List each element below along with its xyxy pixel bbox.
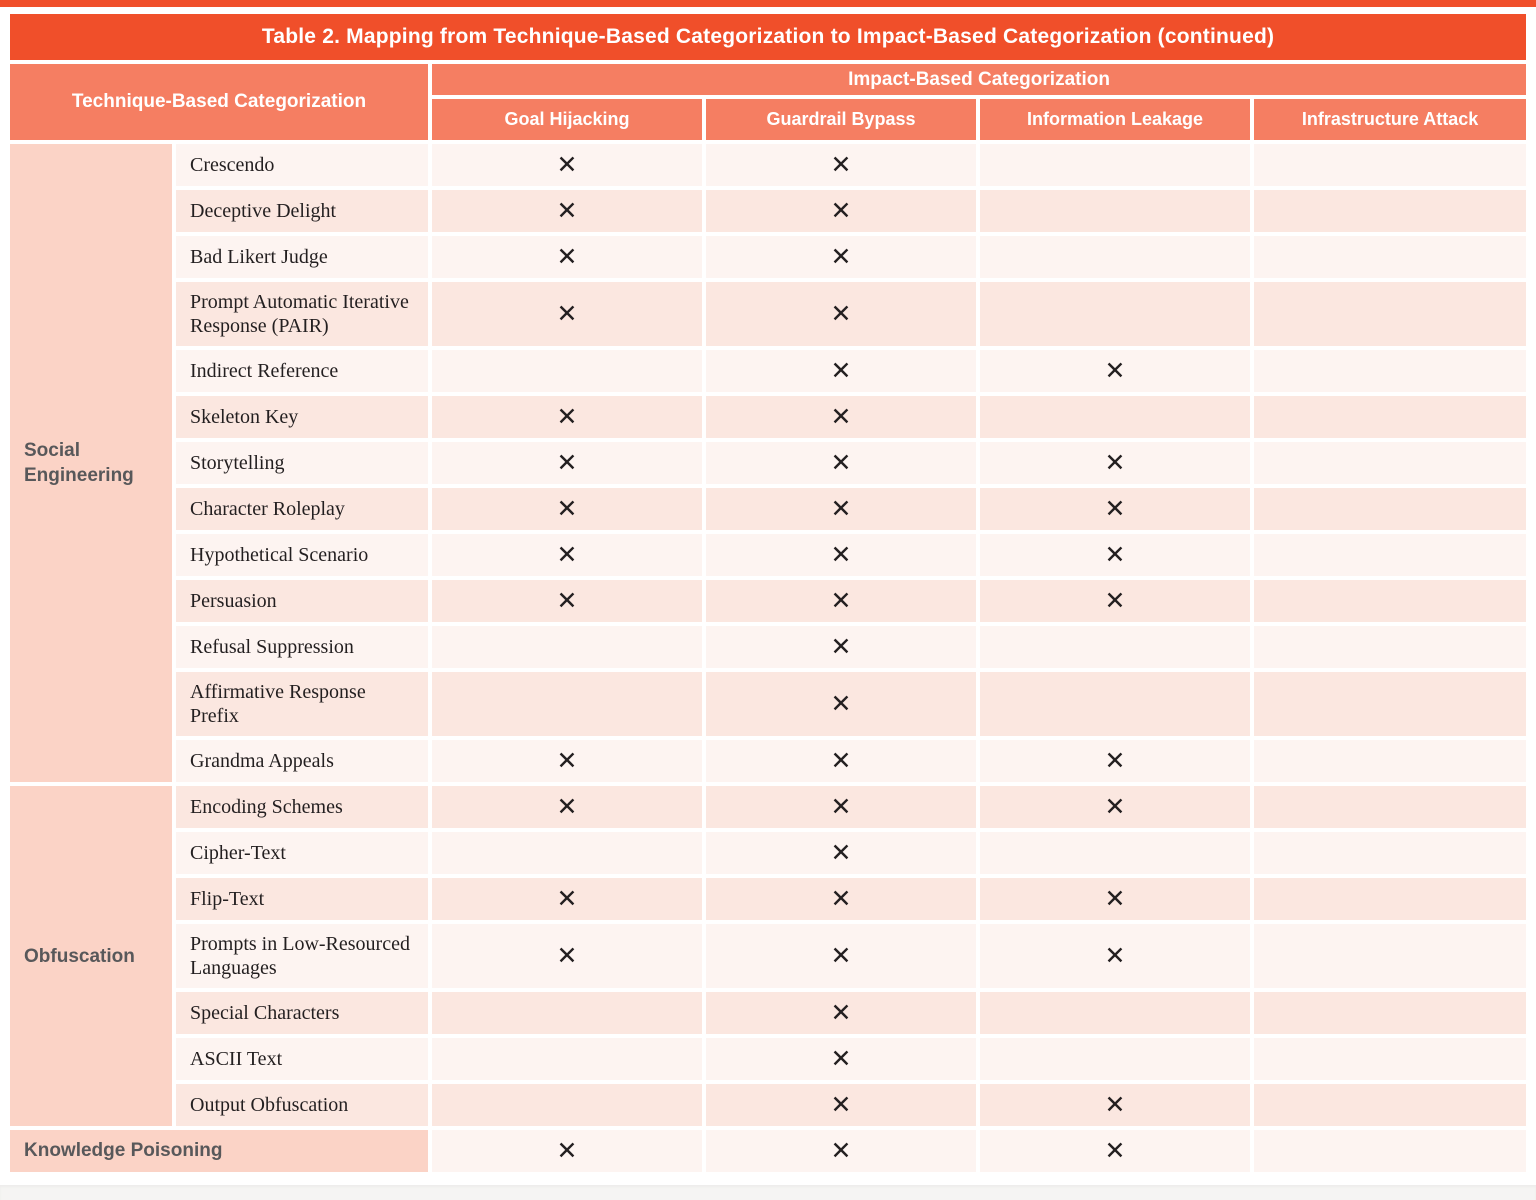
x-mark-icon: ✕ xyxy=(556,942,578,970)
empty-cell xyxy=(1254,282,1526,346)
x-mark-icon: ✕ xyxy=(830,541,852,569)
table-row xyxy=(10,144,1526,186)
x-mark-cell xyxy=(432,1130,702,1172)
technique-cell-output-obfuscation: Output Obfuscation xyxy=(176,1084,428,1126)
empty-cell xyxy=(1254,1130,1526,1172)
bottom-page-strip xyxy=(0,1185,1536,1200)
x-mark-cell xyxy=(706,786,976,828)
table-row xyxy=(10,534,1526,576)
table-row xyxy=(10,1038,1526,1080)
x-mark-cell xyxy=(706,1038,976,1080)
x-mark-icon: ✕ xyxy=(830,839,852,867)
table-row xyxy=(10,924,1526,988)
empty-cell xyxy=(1254,626,1526,668)
impact-based-header: Impact-Based Categorization xyxy=(432,64,1526,95)
x-mark-cell xyxy=(706,282,976,346)
top-accent-strip xyxy=(0,0,1536,7)
x-mark-cell xyxy=(432,924,702,988)
x-mark-icon: ✕ xyxy=(830,449,852,477)
technique-cell-crescendo: Crescendo xyxy=(176,144,428,186)
x-mark-icon: ✕ xyxy=(556,747,578,775)
x-mark-cell xyxy=(706,672,976,736)
x-mark-icon: ✕ xyxy=(830,495,852,523)
x-mark-cell xyxy=(980,786,1250,828)
empty-cell xyxy=(1254,672,1526,736)
x-mark-cell xyxy=(432,396,702,438)
technique-cell-persuasion: Persuasion xyxy=(176,580,428,622)
x-mark-icon: ✕ xyxy=(1104,793,1126,821)
empty-cell xyxy=(980,626,1250,668)
x-mark-icon: ✕ xyxy=(830,690,852,718)
x-mark-icon: ✕ xyxy=(830,1137,852,1165)
x-mark-icon: ✕ xyxy=(830,197,852,225)
x-mark-cell xyxy=(980,878,1250,920)
x-mark-icon: ✕ xyxy=(556,403,578,431)
empty-cell xyxy=(1254,1038,1526,1080)
x-mark-cell xyxy=(706,580,976,622)
x-mark-icon: ✕ xyxy=(1104,357,1126,385)
x-mark-cell xyxy=(980,350,1250,392)
empty-cell xyxy=(1254,1084,1526,1126)
empty-cell xyxy=(1254,350,1526,392)
x-mark-cell xyxy=(980,442,1250,484)
table-title: Table 2. Mapping from Technique-Based Categorization to Impact-Based Categorization (continued) xyxy=(10,14,1526,60)
x-mark-icon: ✕ xyxy=(556,197,578,225)
empty-cell xyxy=(980,190,1250,232)
x-mark-icon: ✕ xyxy=(556,495,578,523)
technique-based-header: Technique-Based Categorization xyxy=(10,64,428,140)
empty-cell xyxy=(1254,580,1526,622)
x-mark-icon: ✕ xyxy=(556,541,578,569)
x-mark-icon: ✕ xyxy=(1104,747,1126,775)
x-mark-cell xyxy=(432,580,702,622)
column-header-information-leakage: Information Leakage xyxy=(980,99,1250,140)
x-mark-icon: ✕ xyxy=(556,151,578,179)
x-mark-cell xyxy=(980,534,1250,576)
empty-cell xyxy=(1254,396,1526,438)
empty-cell xyxy=(980,832,1250,874)
x-mark-icon: ✕ xyxy=(1104,885,1126,913)
empty-cell xyxy=(1254,236,1526,278)
x-mark-icon: ✕ xyxy=(556,587,578,615)
x-mark-icon: ✕ xyxy=(556,449,578,477)
header-row-top xyxy=(10,64,1526,95)
column-header-guardrail-bypass: Guardrail Bypass xyxy=(706,99,976,140)
x-mark-icon: ✕ xyxy=(556,243,578,271)
x-mark-cell xyxy=(706,1130,976,1172)
x-mark-cell xyxy=(432,488,702,530)
technique-cell-character-roleplay: Character Roleplay xyxy=(176,488,428,530)
empty-cell xyxy=(432,832,702,874)
table-row xyxy=(10,282,1526,346)
x-mark-cell xyxy=(706,534,976,576)
empty-cell xyxy=(980,282,1250,346)
group-cell-knowledge-poisoning: Knowledge Poisoning xyxy=(10,1130,428,1172)
x-mark-cell xyxy=(432,190,702,232)
x-mark-icon: ✕ xyxy=(830,300,852,328)
technique-cell-skeleton-key: Skeleton Key xyxy=(176,396,428,438)
x-mark-cell xyxy=(706,442,976,484)
report-page xyxy=(0,7,1536,1176)
empty-cell xyxy=(1254,786,1526,828)
technique-cell-affirmative-response-prefix: Affirmative Response Prefix xyxy=(176,672,428,736)
x-mark-icon: ✕ xyxy=(1104,1137,1126,1165)
x-mark-cell xyxy=(432,534,702,576)
empty-cell xyxy=(432,1084,702,1126)
x-mark-icon: ✕ xyxy=(556,793,578,821)
table-row-knowledge-poisoning xyxy=(10,1130,1526,1172)
x-mark-icon: ✕ xyxy=(556,300,578,328)
x-mark-cell xyxy=(706,396,976,438)
technique-cell-cipher-text: Cipher-Text xyxy=(176,832,428,874)
x-mark-icon: ✕ xyxy=(1104,541,1126,569)
x-mark-cell xyxy=(432,878,702,920)
empty-cell xyxy=(980,1038,1250,1080)
table-row xyxy=(10,236,1526,278)
x-mark-cell xyxy=(980,924,1250,988)
x-mark-icon: ✕ xyxy=(1104,1091,1126,1119)
empty-cell xyxy=(1254,442,1526,484)
x-mark-cell xyxy=(706,144,976,186)
empty-cell xyxy=(980,992,1250,1034)
technique-cell-deceptive-delight: Deceptive Delight xyxy=(176,190,428,232)
x-mark-cell xyxy=(706,1084,976,1126)
x-mark-cell xyxy=(980,1130,1250,1172)
x-mark-icon: ✕ xyxy=(830,999,852,1027)
empty-cell xyxy=(432,350,702,392)
table-row xyxy=(10,626,1526,668)
x-mark-cell xyxy=(706,832,976,874)
empty-cell xyxy=(980,144,1250,186)
technique-cell-storytelling: Storytelling xyxy=(176,442,428,484)
empty-cell xyxy=(1254,534,1526,576)
x-mark-cell xyxy=(980,1084,1250,1126)
x-mark-cell xyxy=(706,626,976,668)
x-mark-icon: ✕ xyxy=(1104,495,1126,523)
x-mark-cell xyxy=(980,488,1250,530)
technique-cell-indirect-reference: Indirect Reference xyxy=(176,350,428,392)
table-row xyxy=(10,992,1526,1034)
x-mark-icon: ✕ xyxy=(830,793,852,821)
table-row xyxy=(10,786,1526,828)
x-mark-icon: ✕ xyxy=(1104,587,1126,615)
technique-cell-hypothetical-scenario: Hypothetical Scenario xyxy=(176,534,428,576)
column-header-infrastructure-attack: Infrastructure Attack xyxy=(1254,99,1526,140)
empty-cell xyxy=(1254,190,1526,232)
x-mark-cell xyxy=(980,740,1250,782)
x-mark-cell xyxy=(432,282,702,346)
technique-cell-prompts-in-low-resourced-languages: Prompts in Low-Resourced Languages xyxy=(176,924,428,988)
x-mark-icon: ✕ xyxy=(830,587,852,615)
table-row xyxy=(10,832,1526,874)
x-mark-cell xyxy=(706,488,976,530)
empty-cell xyxy=(1254,878,1526,920)
x-mark-icon: ✕ xyxy=(1104,449,1126,477)
table-row xyxy=(10,1084,1526,1126)
x-mark-icon: ✕ xyxy=(830,942,852,970)
mapping-table xyxy=(6,10,1530,1176)
empty-cell xyxy=(432,626,702,668)
x-mark-cell xyxy=(706,236,976,278)
empty-cell xyxy=(1254,488,1526,530)
x-mark-cell xyxy=(432,740,702,782)
table-row xyxy=(10,190,1526,232)
empty-cell xyxy=(980,236,1250,278)
table-row xyxy=(10,350,1526,392)
x-mark-cell xyxy=(706,992,976,1034)
empty-cell xyxy=(1254,992,1526,1034)
technique-cell-flip-text: Flip-Text xyxy=(176,878,428,920)
x-mark-cell xyxy=(706,924,976,988)
table-row xyxy=(10,740,1526,782)
x-mark-icon: ✕ xyxy=(830,633,852,661)
technique-cell-bad-likert-judge: Bad Likert Judge xyxy=(176,236,428,278)
x-mark-cell xyxy=(706,350,976,392)
table-row xyxy=(10,672,1526,736)
x-mark-icon: ✕ xyxy=(830,747,852,775)
empty-cell xyxy=(432,1038,702,1080)
table-row xyxy=(10,442,1526,484)
x-mark-cell xyxy=(432,786,702,828)
x-mark-icon: ✕ xyxy=(556,885,578,913)
x-mark-icon: ✕ xyxy=(830,403,852,431)
x-mark-icon: ✕ xyxy=(830,885,852,913)
x-mark-cell xyxy=(432,144,702,186)
table-row xyxy=(10,580,1526,622)
table-row xyxy=(10,396,1526,438)
x-mark-icon: ✕ xyxy=(830,151,852,179)
empty-cell xyxy=(1254,832,1526,874)
title-row xyxy=(10,14,1526,60)
empty-cell xyxy=(980,672,1250,736)
x-mark-icon: ✕ xyxy=(830,1091,852,1119)
technique-cell-refusal-suppression: Refusal Suppression xyxy=(176,626,428,668)
technique-cell-ascii-text: ASCII Text xyxy=(176,1038,428,1080)
empty-cell xyxy=(1254,924,1526,988)
empty-cell xyxy=(1254,144,1526,186)
technique-cell-special-characters: Special Characters xyxy=(176,992,428,1034)
x-mark-icon: ✕ xyxy=(830,1045,852,1073)
technique-cell-prompt-automatic-iterative-response-pair: Prompt Automatic Iterative Response (PAIR) xyxy=(176,282,428,346)
empty-cell xyxy=(432,992,702,1034)
empty-cell xyxy=(1254,740,1526,782)
x-mark-cell xyxy=(432,442,702,484)
x-mark-icon: ✕ xyxy=(1104,942,1126,970)
technique-cell-grandma-appeals: Grandma Appeals xyxy=(176,740,428,782)
x-mark-cell xyxy=(706,740,976,782)
empty-cell xyxy=(432,672,702,736)
empty-cell xyxy=(980,396,1250,438)
x-mark-cell xyxy=(706,878,976,920)
table-row xyxy=(10,488,1526,530)
x-mark-icon: ✕ xyxy=(830,357,852,385)
x-mark-cell xyxy=(432,236,702,278)
technique-cell-encoding-schemes: Encoding Schemes xyxy=(176,786,428,828)
x-mark-icon: ✕ xyxy=(830,243,852,271)
x-mark-cell xyxy=(980,580,1250,622)
group-cell-obfuscation: Obfuscation xyxy=(10,786,172,1126)
column-header-goal-hijacking: Goal Hijacking xyxy=(432,99,702,140)
group-cell-social-engineering: Social Engineering xyxy=(10,144,172,782)
table-row xyxy=(10,878,1526,920)
x-mark-cell xyxy=(706,190,976,232)
x-mark-icon: ✕ xyxy=(556,1137,578,1165)
